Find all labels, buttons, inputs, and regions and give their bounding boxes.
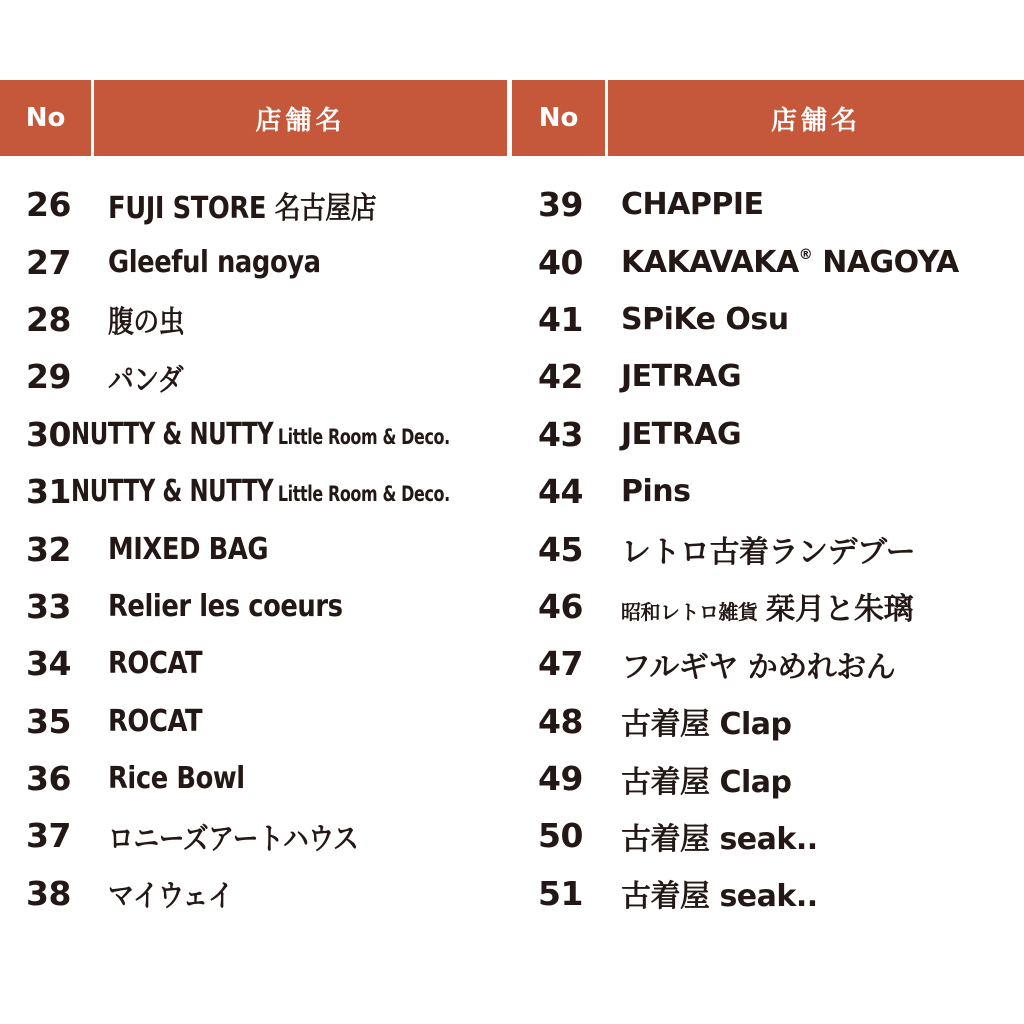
store-number: 47 [538, 644, 583, 684]
store-number: 28 [26, 299, 71, 339]
store-number: 37 [26, 816, 71, 856]
store-name: SPiKe Osu [621, 301, 789, 337]
store-number: 41 [538, 299, 583, 339]
store-name: 古着屋 seak.. [621, 879, 818, 915]
store-number: 39 [538, 185, 583, 225]
store-name: Relier les coeurs [108, 588, 343, 624]
store-name: 古着屋 Clap [621, 707, 792, 743]
store-number: 45 [538, 529, 583, 569]
store-name: 古着屋 seak.. [621, 821, 818, 857]
store-number: 44 [538, 472, 583, 512]
store-list-right [510, 176, 1024, 922]
store-name: FUJI STORE 名古屋店 [108, 190, 377, 226]
table-row [0, 635, 520, 692]
store-name: フルギヤ かめれおん [621, 649, 896, 685]
table-row [510, 865, 1024, 922]
store-name: Rice Bowl [108, 761, 245, 797]
store-number: 46 [538, 586, 583, 626]
store-number: 42 [538, 357, 583, 397]
store-number: 31 [26, 472, 71, 512]
store-name-sub: Little Room & Deco. [277, 424, 450, 449]
store-name-main: NUTTY & NUTTY [70, 474, 274, 510]
store-name-main: 栞月と朱璃 [765, 592, 913, 628]
table-row [0, 807, 520, 864]
table-row [510, 233, 1024, 290]
store-number: 36 [26, 759, 71, 799]
store-name [621, 584, 913, 628]
table-row [0, 693, 520, 750]
store-name: ROCAT [108, 703, 203, 739]
store-name: 古着屋 Clap [621, 764, 792, 800]
store-name [621, 245, 959, 280]
store-name: JETRAG [621, 416, 742, 452]
registered-mark: ® [798, 246, 813, 263]
store-name [71, 474, 450, 509]
store-name: JETRAG [621, 359, 742, 395]
store-name-prefix: 昭和レトロ雑貨 [621, 600, 758, 625]
table-row [510, 291, 1024, 348]
table-row [0, 520, 520, 577]
table-row [0, 578, 520, 635]
store-name [71, 417, 450, 452]
table-row [0, 463, 520, 520]
store-number: 30 [26, 414, 71, 454]
table-row [510, 750, 1024, 807]
store-number: 43 [538, 414, 583, 454]
table-header [0, 80, 1024, 156]
store-number: 38 [26, 873, 71, 913]
table-row [0, 233, 520, 290]
table-row [0, 750, 520, 807]
store-number: 35 [26, 701, 71, 741]
store-number: 51 [538, 873, 583, 913]
table-row [510, 463, 1024, 520]
table-row [510, 807, 1024, 864]
store-name: パンダ [108, 362, 184, 398]
store-number: 50 [538, 816, 583, 856]
store-number: 33 [26, 586, 71, 626]
store-name-tail: NAGOYA [812, 244, 959, 280]
store-number: 26 [26, 185, 71, 225]
store-number: 40 [538, 242, 583, 282]
store-name: MIXED BAG [108, 531, 269, 567]
table-row [0, 348, 520, 405]
store-name: Pins [621, 474, 691, 510]
store-number: 27 [26, 242, 71, 282]
table-row [510, 693, 1024, 750]
store-name-sub: Little Room & Deco. [277, 482, 450, 507]
store-name: マイウェイ [108, 879, 234, 915]
store-name: ROCAT [108, 646, 203, 682]
header-name-right: 店舗名 [770, 105, 861, 136]
store-list-left [0, 176, 520, 922]
store-number: 32 [26, 529, 71, 569]
table-row [510, 520, 1024, 577]
table-row [510, 176, 1024, 233]
table-row [0, 176, 520, 233]
table-row [0, 865, 520, 922]
table-row [510, 635, 1024, 692]
store-number: 48 [538, 701, 583, 741]
header-no-left: No [0, 80, 94, 156]
store-name-main: KAKAVAKA [621, 244, 799, 280]
table-row [510, 406, 1024, 463]
store-number: 29 [26, 357, 71, 397]
store-name: CHAPPIE [621, 187, 764, 223]
table-row [510, 578, 1024, 635]
header-no-right: No [512, 80, 608, 156]
store-name: 腹の虫 [108, 305, 185, 341]
table-row [0, 406, 520, 463]
store-name: レトロ古着ランデブー [621, 535, 916, 571]
table-row [510, 348, 1024, 405]
store-name-main: NUTTY & NUTTY [70, 416, 274, 452]
store-name: ロニーズアートハウス [108, 821, 359, 857]
store-name: Gleeful nagoya [108, 244, 321, 280]
store-number: 49 [538, 759, 583, 799]
header-name-left: 店舗名 [94, 80, 512, 156]
table-row [0, 291, 520, 348]
store-number: 34 [26, 644, 71, 684]
